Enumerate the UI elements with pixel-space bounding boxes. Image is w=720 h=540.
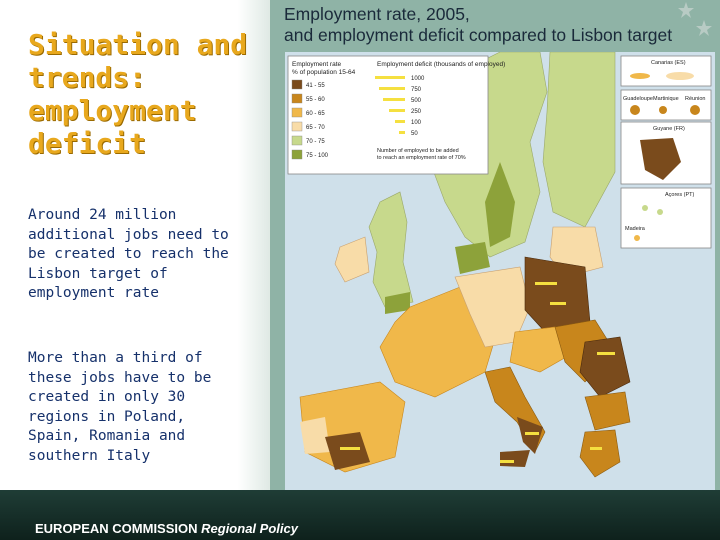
legend-deficit-bar bbox=[379, 87, 405, 90]
body-paragraph-regions: More than a third of these jobs have to be created in only 30 regions in Poland, Spain, Romania and southern Italy bbox=[28, 350, 212, 464]
left-panel bbox=[0, 0, 270, 490]
deficit-bar bbox=[550, 302, 566, 305]
legend-deficit-label: 100 bbox=[411, 120, 422, 126]
legend-rate-swatch bbox=[292, 94, 302, 103]
deficit-bar bbox=[535, 282, 557, 285]
inset-madeira: Madeira bbox=[625, 226, 645, 232]
legend-deficit-label: 1000 bbox=[411, 76, 425, 82]
legend-deficit-bar bbox=[395, 120, 405, 123]
legend-rate-swatch bbox=[292, 136, 302, 145]
legend-rate-swatch bbox=[292, 150, 302, 159]
footer-org: EUROPEAN COMMISSION bbox=[35, 521, 198, 536]
legend-rate-title-2: % of population 15-64 bbox=[292, 69, 356, 76]
legend-deficit-label: 50 bbox=[411, 131, 418, 137]
inset-guadeloupe: Guadeloupe bbox=[623, 96, 653, 102]
deficit-bar bbox=[597, 352, 615, 355]
deficit-bar bbox=[590, 447, 602, 450]
legend-rate-title-1: Employment rate bbox=[292, 61, 342, 68]
legend-rate-swatch bbox=[292, 122, 302, 131]
inset-reunion: Réunion bbox=[685, 96, 706, 102]
map-insets bbox=[621, 56, 711, 248]
deficit-bar bbox=[340, 447, 360, 450]
portugal-region bbox=[300, 417, 330, 454]
eu-stars-icon bbox=[656, 0, 716, 50]
map-header bbox=[284, 4, 716, 46]
map-legend bbox=[288, 56, 505, 174]
footer-dept: Regional Policy bbox=[201, 521, 298, 536]
footer-bar bbox=[0, 490, 720, 540]
legend-deficit-label: 500 bbox=[411, 98, 422, 104]
legend-deficit-title: Employment deficit (thousands of employed) bbox=[377, 61, 506, 68]
legend-deficit-bar bbox=[399, 131, 405, 134]
legend-deficit-label: 750 bbox=[411, 87, 422, 93]
deficit-bar bbox=[500, 460, 514, 463]
legend-deficit-bar bbox=[383, 98, 405, 101]
legend-rate-label: 55 - 60 bbox=[306, 97, 325, 103]
map-header-line2: and employment deficit compared to Lisbon target bbox=[284, 25, 673, 45]
legend-deficit-note-2: to reach an employment rate of 70% bbox=[377, 155, 466, 161]
legend-rate-label: 60 - 65 bbox=[306, 111, 325, 117]
inset-canarias: Canarias (ES) bbox=[651, 60, 686, 66]
europe-employment-map bbox=[285, 52, 715, 490]
legend-rate-swatch bbox=[292, 108, 302, 117]
legend-deficit-note-1: Number of employed to be added bbox=[377, 148, 459, 154]
inset-acores: Açores (PT) bbox=[665, 192, 695, 198]
legend-deficit-label: 250 bbox=[411, 109, 422, 115]
legend-rate-label: 41 - 55 bbox=[306, 83, 325, 89]
deficit-bar bbox=[525, 432, 539, 435]
map-header-line1: Employment rate, 2005, bbox=[284, 4, 470, 24]
legend-deficit-bar bbox=[375, 76, 405, 79]
legend-rate-label: 75 - 100 bbox=[306, 153, 329, 159]
inset-guyane: Guyane (FR) bbox=[653, 126, 685, 132]
legend-rate-swatch bbox=[292, 80, 302, 89]
legend-rate-label: 70 - 75 bbox=[306, 139, 325, 145]
footer-label bbox=[35, 521, 298, 536]
slide-title: Situation and trends: employment deficit bbox=[28, 28, 248, 160]
sicily-region bbox=[500, 450, 530, 467]
body-paragraph-jobs-needed: Around 24 million additional jobs need to be created to reach the Lisbon target of employment rate bbox=[28, 207, 229, 301]
inset-martinique: Martinique bbox=[653, 96, 679, 102]
legend-rate-label: 65 - 70 bbox=[306, 125, 325, 131]
legend-deficit-bar bbox=[389, 109, 405, 112]
